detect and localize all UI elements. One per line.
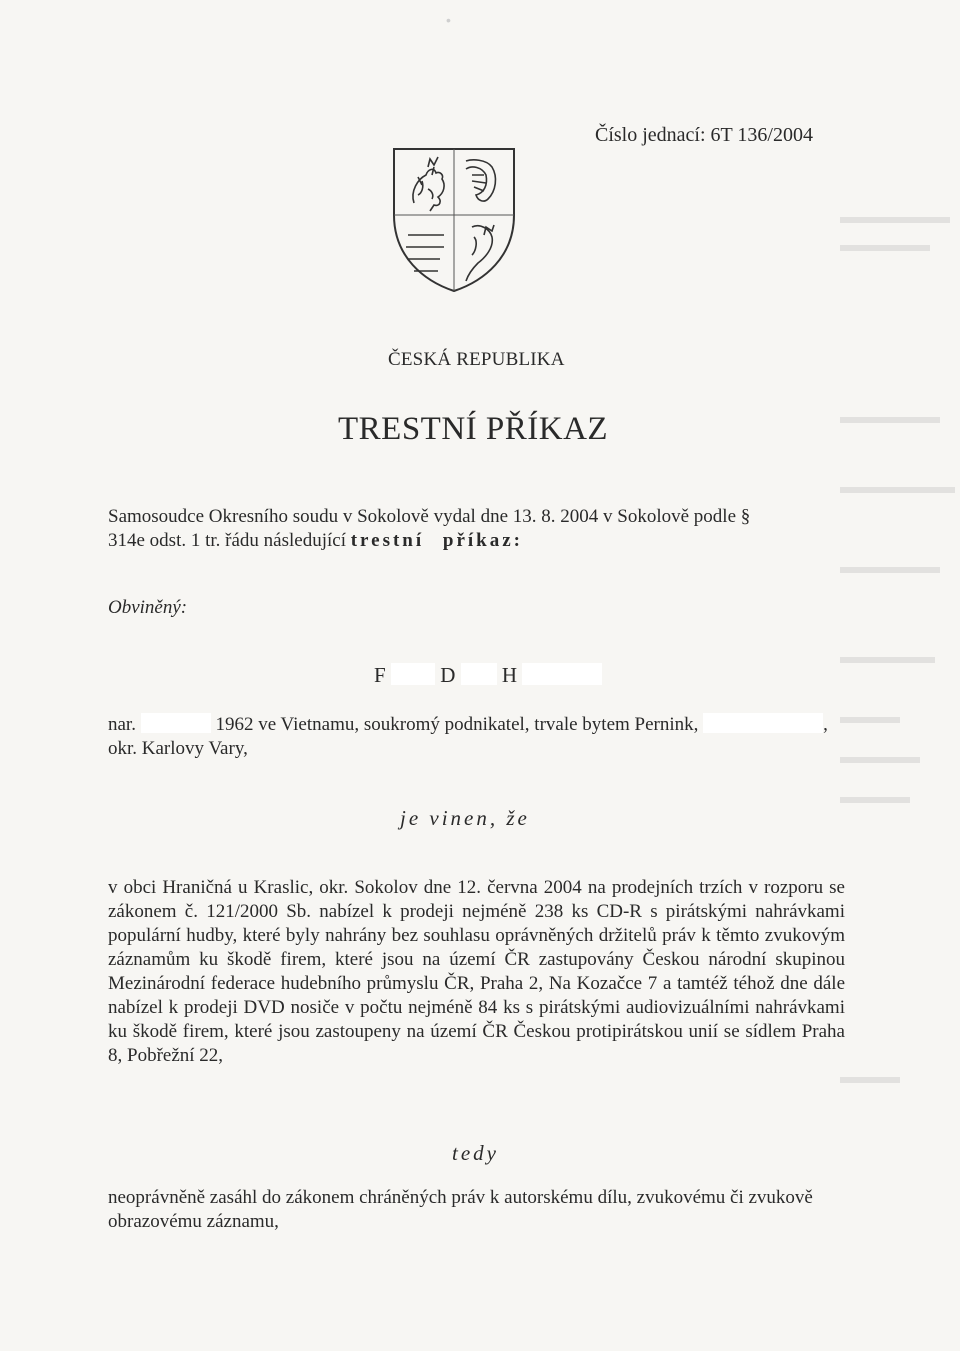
defendant-details: [108, 713, 868, 761]
intro-line-1: Samosoudce Okresního soudu v Sokolově vydal dne 13. 8. 2004 v Sokolově podle §: [108, 506, 751, 527]
document-title: TRESTNÍ PŘÍKAZ: [338, 411, 609, 447]
verdict-heading: je vinen, že: [400, 806, 530, 830]
redaction-box: [522, 663, 602, 685]
word-prikaz: příkaz:: [442, 530, 524, 551]
country-heading: ČESKÁ REPUBLIKA: [388, 349, 565, 370]
redaction-box: [703, 713, 823, 733]
born-details: 1962 ve Vietnamu, soukromý podnikatel, trvale bytem Pernink,: [215, 714, 699, 735]
name-initial-3: H: [501, 663, 518, 687]
reference-label: Číslo jednací:: [595, 124, 706, 146]
offense-paragraph: v obci Hraničná u Kraslic, okr. Sokolov dne 12. června 2004 na prodejních trzích v rozporu se zákonem č. 121/2000 Sb. nabízel k prodeji nejméně 238 ks CD-R s pirátskými nahrávkami populární hudby, které byly nahrány bez souhlasu oprávněných držitelů práv k těmto zvukovým záznamům ku škodě firem, které jsou na území ČR zastupovány Českou národní skupinou Mezinárodní federace hudebního průmyslu ČR, Praha 2, Na Kozačce 7 a tamtéž téhož dne dále nabízel k prodeji DVD nosiče v počtu nejméně 84 ks s pirátskými audiovizuálními nahrávkami ku škodě firem, které jsou zastoupeny na území ČR Českou protipirátskou unií se sídlem Praha 8, Pobřežní 22,: [108, 877, 845, 1066]
scan-speck: •: [446, 12, 451, 28]
word-trestni: trestní: [350, 530, 425, 551]
trailing-comma: ,: [823, 714, 828, 735]
name-initial-1: F: [374, 663, 386, 687]
redaction-box: [141, 713, 211, 733]
intro-paragraph: [108, 505, 866, 553]
czech-coat-of-arms-icon: [388, 145, 520, 295]
reference-number: [595, 124, 813, 147]
reference-value: 6T 136/2004: [710, 124, 813, 146]
redaction-box: [391, 663, 435, 685]
defendant-name: [374, 663, 602, 688]
district: okr. Karlovy Vary,: [108, 738, 248, 759]
conclusion-paragraph: neoprávněně zasáhl do zákonem chráněných práv k autorskému dílu, zvukovému či zvukově obrazovému záznamu,: [108, 1187, 813, 1232]
therefore-heading: tedy: [452, 1141, 499, 1165]
defendant-label: Obviněný:: [108, 597, 188, 618]
born-prefix: nar.: [108, 714, 136, 735]
name-initial-2: D: [440, 663, 456, 687]
intro-line-2: 314e odst. 1 tr. řádu následující: [108, 530, 346, 551]
redaction-box: [461, 663, 497, 685]
